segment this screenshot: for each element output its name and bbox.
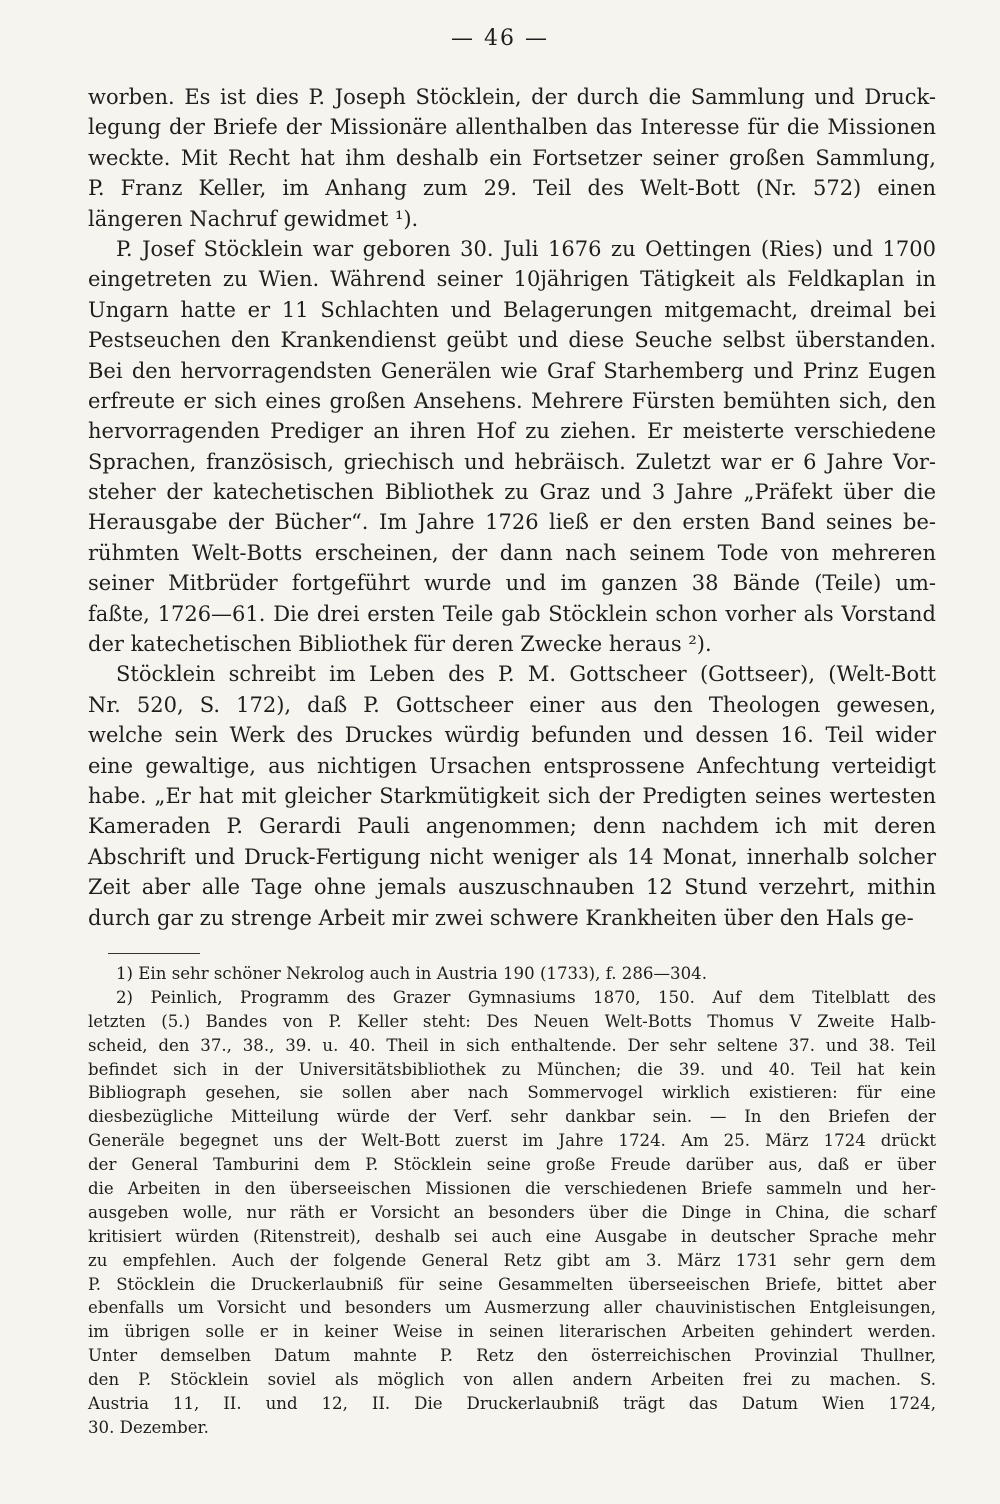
text-line: legung der Briefe der Missionäre allenthalben das Interesse für die Missionen [88, 115, 936, 140]
footnote-line: 2) Peinlich, Programm des Grazer Gymnasiums 1870, 150. Auf dem Titelblatt des [116, 987, 936, 1007]
text-line: faßte, 1726—61. Die drei ersten Teile gab Stöcklein schon vorher als Vorstand [88, 601, 936, 626]
text-line: Herausgabe der Bücher“. Im Jahre 1726 ließ er den ersten Band seines be- [88, 510, 936, 535]
text-line: Stöcklein schreibt im Leben des P. M. Gottscheer (Gottseer), (Welt-Bott [116, 662, 936, 687]
footnote-line: scheid, den 37., 38., 39. u. 40. Theil in sich enthaltende. Der sehr seltene 37. und 38. Teil [88, 1035, 936, 1055]
footnote-line: Austria 11, II. und 12, II. Die Druckerlaubniß trägt das Datum Wien 1724, [88, 1394, 936, 1414]
text-line: weckte. Mit Recht hat ihm deshalb ein Fortsetzer seiner großen Sammlung, [88, 145, 936, 170]
text-line: Pestseuchen den Krankendienst geübt und diese Seuche selbst überstanden. [88, 328, 936, 353]
text-line: längeren Nachruf gewidmet ¹). [88, 206, 419, 231]
footnote-line: 1) Ein sehr schöner Nekrolog auch in Austria 190 (1733), f. 286—304. [116, 964, 707, 983]
footnote-line: ebenfalls um Vorsicht und besonders um Ausmerzung aller chauvinistischen Entgleisungen, [88, 1298, 936, 1318]
footnote-separator [108, 953, 200, 954]
text-line: Kameraden P. Gerardi Pauli angenommen; denn nachdem ich mit deren [88, 814, 936, 839]
text-line: eingetreten zu Wien. Während seiner 10jährigen Tätigkeit als Feldkaplan in [88, 267, 936, 292]
text-line: rühmten Welt-Botts erscheinen, der dann nach seinem Tode von mehreren [88, 540, 936, 565]
footnote-line: ausgeben wolle, nur räth er Vorsicht an besonders über die Dinge in China, die scharf [88, 1202, 936, 1222]
text-line: habe. „Er hat mit gleicher Starkmütigkeit sich der Predigten seines wertesten [88, 783, 936, 808]
footnotes [88, 962, 936, 1440]
text-line: erfreute er sich eines großen Ansehens. Mehrere Fürsten bemühten sich, den [88, 388, 936, 413]
footnote-line: zu empfehlen. Auch der folgende General Retz gibt am 3. März 1731 sehr gern dem [88, 1250, 936, 1270]
text-line: steher der katechetischen Bibliothek zu Graz und 3 Jahre „Präfekt über die [88, 480, 936, 505]
text-line: worben. Es ist dies P. Joseph Stöcklein, der durch die Sammlung und Druck- [88, 85, 936, 109]
footnote-line: kritisiert würden (Ritenstreit), deshalb sei auch eine Ausgabe in deutscher Sprache mehr [88, 1226, 936, 1246]
text-line: Ungarn hatte er 11 Schlachten und Belagerungen mitgemacht, dreimal bei [88, 297, 936, 322]
text-line: P. Franz Keller, im Anhang zum 29. Teil des Welt-Bott (Nr. 572) einen [88, 176, 936, 201]
footnote-line: P. Stöcklein die Druckerlaubniß für seine Gesammelten überseeischen Briefe, bittet aber [88, 1274, 936, 1294]
footnote-line: letzten (5.) Bandes von P. Keller steht: Des Neuen Welt-Botts Thomus V Zweite Halb- [88, 1011, 936, 1031]
footnote-line: im übrigen solle er in keiner Weise in seinen literarischen Arbeiten gehindert werden. [88, 1322, 936, 1342]
text-line: durch gar zu strenge Arbeit mir zwei schwere Krankheiten über den Hals ge- [88, 905, 914, 930]
footnote-line: diesbezügliche Mitteilung würde der Verf. sehr dankbar sein. — In den Briefen der [88, 1107, 936, 1127]
page-number: — 46 — [451, 26, 549, 51]
text-line: Zeit aber alle Tage ohne jemals auszuschnauben 12 Stund verzehrt, mithin [88, 875, 936, 900]
text-line: eine gewaltige, aus nichtigen Ursachen entsprossene Anfechtung verteidigt [88, 753, 936, 778]
text-line: welche sein Werk des Druckes würdig befunden und dessen 16. Teil wider [88, 723, 936, 748]
footnote-line: Unter demselben Datum mahnte P. Retz den österreichischen Provinzial Thullner, [88, 1346, 936, 1366]
text-line: Nr. 520, S. 172), daß P. Gottscheer einer aus den Theologen gewesen, [88, 692, 936, 717]
text-line: Sprachen, französisch, griechisch und hebräisch. Zuletzt war er 6 Jahre Vor- [88, 449, 936, 474]
footnote-line: Bibliograph gesehen, sie sollen aber nach Sommervogel wirklich existieren: für eine [88, 1083, 936, 1103]
text-line: hervorragenden Prediger an ihren Hof zu ziehen. Er meisterte verschiedene [88, 419, 936, 444]
footnote-line: die Arbeiten in den überseeischen Missionen die verschiedenen Briefe sammeln und her- [88, 1179, 936, 1199]
text-line: seiner Mitbrüder fortgeführt wurde und im ganzen 38 Bände (Teile) um- [88, 571, 936, 596]
text-line: Bei den hervorragendsten Generälen wie Graf Starhemberg und Prinz Eugen [88, 358, 936, 383]
text-line: der katechetischen Bibliothek für deren Zwecke heraus ²). [88, 632, 712, 657]
footnote-line: den P. Stöcklein soviel als möglich von allen andern Arbeiten frei zu machen. S. [88, 1370, 936, 1390]
footnote-line: Generäle begegnet uns der Welt-Bott zuerst im Jahre 1724. Am 25. März 1724 drückt [88, 1131, 936, 1151]
text-line: Abschrift und Druck-Fertigung nicht weniger als 14 Monat, innerhalb solcher [88, 844, 936, 869]
footnote-line: befindet sich in der Universitätsbibliothek zu München; die 39. und 40. Teil hat kein [88, 1059, 936, 1079]
text-line: P. Josef Stöcklein war geboren 30. Juli 1676 zu Oettingen (Ries) und 1700 [116, 236, 936, 261]
main-text [88, 82, 936, 933]
footnote-line: 30. Dezember. [88, 1417, 209, 1437]
footnote-line: der General Tamburini dem P. Stöcklein seine große Freude darüber aus, daß er über [88, 1155, 936, 1175]
